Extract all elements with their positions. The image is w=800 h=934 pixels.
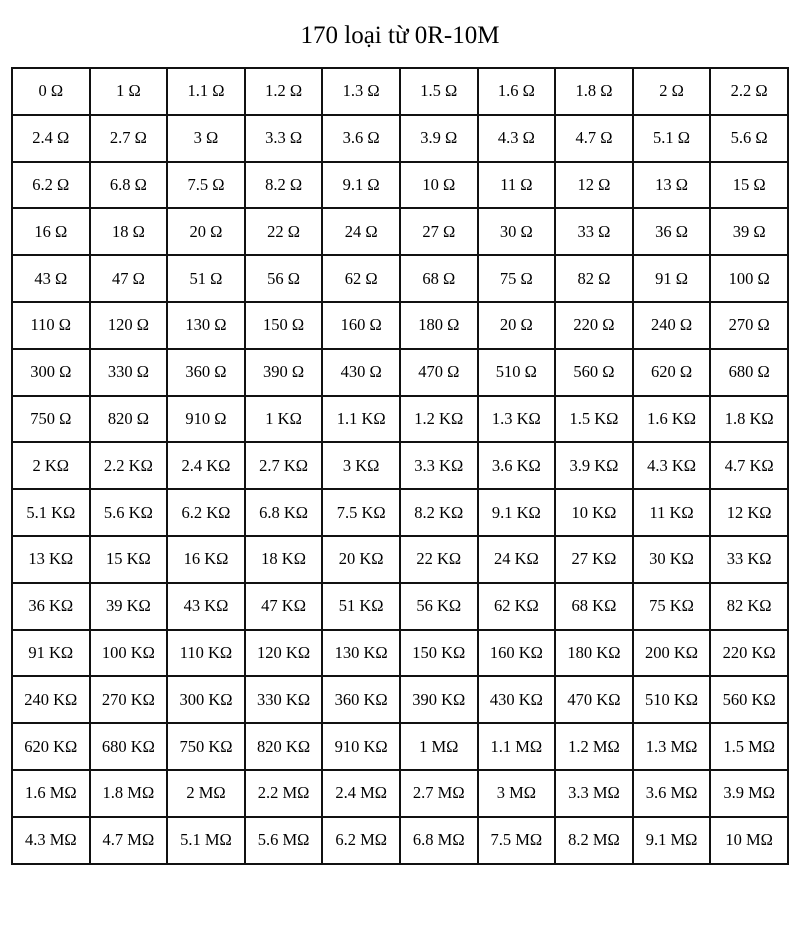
resistor-value-cell: 6.2 MΩ (322, 817, 400, 864)
table-row (12, 162, 788, 209)
resistor-value-cell: 150 KΩ (400, 630, 478, 677)
resistor-value-cell: 1.8 KΩ (710, 396, 788, 443)
resistor-value-cell: 8.2 Ω (245, 162, 323, 209)
resistor-value-cell: 5.1 KΩ (12, 489, 90, 536)
resistor-value-cell: 36 Ω (633, 208, 711, 255)
page-title: 170 loại từ 0R-10M (300, 22, 500, 49)
resistor-value-cell: 6.8 KΩ (245, 489, 323, 536)
resistor-value-cell: 13 Ω (633, 162, 711, 209)
resistor-value-cell: 1.1 KΩ (322, 396, 400, 443)
resistor-value-cell: 9.1 MΩ (633, 817, 711, 864)
resistor-value-cell: 0 Ω (12, 68, 90, 115)
table-row (12, 536, 788, 583)
resistor-value-cell: 3.9 Ω (400, 115, 478, 162)
resistor-value-cell: 51 KΩ (322, 583, 400, 630)
resistor-value-cell: 3.6 MΩ (633, 770, 711, 817)
resistor-value-cell: 240 KΩ (12, 676, 90, 723)
resistor-value-cell: 10 KΩ (555, 489, 633, 536)
resistor-value-cell: 110 KΩ (167, 630, 245, 677)
resistor-value-cell: 6.8 MΩ (400, 817, 478, 864)
table-row (12, 442, 788, 489)
resistor-value-cell: 1.5 Ω (400, 68, 478, 115)
resistor-value-cell: 3.9 MΩ (710, 770, 788, 817)
resistor-value-cell: 2.2 KΩ (90, 442, 168, 489)
resistor-value-cell: 2.2 Ω (710, 68, 788, 115)
resistor-value-cell: 180 Ω (400, 302, 478, 349)
table-row (12, 723, 788, 770)
resistor-value-cell: 2 Ω (633, 68, 711, 115)
resistor-value-cell: 91 KΩ (12, 630, 90, 677)
resistor-value-cell: 5.1 Ω (633, 115, 711, 162)
resistor-value-cell: 4.7 MΩ (90, 817, 168, 864)
resistor-value-cell: 12 Ω (555, 162, 633, 209)
resistor-value-cell: 3.9 KΩ (555, 442, 633, 489)
resistor-value-cell: 39 Ω (710, 208, 788, 255)
resistor-value-cell: 1.3 Ω (322, 68, 400, 115)
resistor-value-cell: 360 KΩ (322, 676, 400, 723)
table-row (12, 349, 788, 396)
resistor-value-cell: 3 Ω (167, 115, 245, 162)
resistor-value-cell: 680 KΩ (90, 723, 168, 770)
resistor-value-cell: 110 Ω (12, 302, 90, 349)
table-row (12, 115, 788, 162)
resistor-value-cell: 2 KΩ (12, 442, 90, 489)
resistor-value-cell: 4.3 Ω (478, 115, 556, 162)
resistor-value-cell: 820 Ω (90, 396, 168, 443)
resistor-value-cell: 10 Ω (400, 162, 478, 209)
resistor-value-cell: 510 Ω (478, 349, 556, 396)
resistor-value-cell: 43 KΩ (167, 583, 245, 630)
resistor-value-cell: 100 Ω (710, 255, 788, 302)
table-row (12, 583, 788, 630)
resistor-value-cell: 18 KΩ (245, 536, 323, 583)
resistor-value-cell: 5.6 MΩ (245, 817, 323, 864)
resistor-value-cell: 6.2 Ω (12, 162, 90, 209)
resistor-value-cell: 68 Ω (400, 255, 478, 302)
resistor-value-cell: 10 MΩ (710, 817, 788, 864)
resistor-value-cell: 270 Ω (710, 302, 788, 349)
resistor-value-cell: 1.5 KΩ (555, 396, 633, 443)
resistor-value-cell: 15 KΩ (90, 536, 168, 583)
resistor-value-cell: 15 Ω (710, 162, 788, 209)
resistor-value-cell: 1.5 MΩ (710, 723, 788, 770)
resistor-value-cell: 51 Ω (167, 255, 245, 302)
resistor-value-cell: 3.6 Ω (322, 115, 400, 162)
resistor-value-cell: 1.8 MΩ (90, 770, 168, 817)
resistor-value-cell: 4.7 KΩ (710, 442, 788, 489)
resistor-value-cell: 30 Ω (478, 208, 556, 255)
resistor-value-cell: 3.3 KΩ (400, 442, 478, 489)
resistor-value-cell: 82 Ω (555, 255, 633, 302)
resistor-value-cell: 1.3 KΩ (478, 396, 556, 443)
resistor-value-cell: 3.3 MΩ (555, 770, 633, 817)
resistor-value-cell: 75 KΩ (633, 583, 711, 630)
table-row (12, 68, 788, 115)
table-row (12, 255, 788, 302)
resistor-value-cell: 1.1 MΩ (478, 723, 556, 770)
resistor-value-cell: 470 Ω (400, 349, 478, 396)
table-row (12, 208, 788, 255)
resistor-value-cell: 20 KΩ (322, 536, 400, 583)
resistor-value-cell: 240 Ω (633, 302, 711, 349)
resistor-value-cell: 200 KΩ (633, 630, 711, 677)
resistor-value-cell: 750 Ω (12, 396, 90, 443)
resistor-value-cell: 27 KΩ (555, 536, 633, 583)
resistor-value-cell: 62 Ω (322, 255, 400, 302)
resistor-value-cell: 130 Ω (167, 302, 245, 349)
resistor-value-cell: 47 KΩ (245, 583, 323, 630)
resistor-value-cell: 120 Ω (90, 302, 168, 349)
resistor-value-cell: 24 KΩ (478, 536, 556, 583)
resistor-value-cell: 1 Ω (90, 68, 168, 115)
resistor-value-cell: 910 KΩ (322, 723, 400, 770)
resistor-value-cell: 11 Ω (478, 162, 556, 209)
resistor-value-cell: 68 KΩ (555, 583, 633, 630)
resistor-value-cell: 16 Ω (12, 208, 90, 255)
resistor-value-cell: 430 KΩ (478, 676, 556, 723)
resistor-value-cell: 9.1 KΩ (478, 489, 556, 536)
resistor-value-cell: 510 KΩ (633, 676, 711, 723)
resistor-value-cell: 7.5 MΩ (478, 817, 556, 864)
resistor-value-cell: 1.3 MΩ (633, 723, 711, 770)
table-row (12, 396, 788, 443)
resistor-value-cell: 30 KΩ (633, 536, 711, 583)
resistor-value-cell: 5.6 Ω (710, 115, 788, 162)
table-row (12, 817, 788, 864)
resistor-value-cell: 1.6 KΩ (633, 396, 711, 443)
resistor-value-cell: 160 KΩ (478, 630, 556, 677)
resistor-value-cell: 1.6 MΩ (12, 770, 90, 817)
resistor-value-cell: 75 Ω (478, 255, 556, 302)
resistor-value-cell: 4.3 KΩ (633, 442, 711, 489)
resistor-value-cell: 3.6 KΩ (478, 442, 556, 489)
resistor-value-cell: 4.7 Ω (555, 115, 633, 162)
resistor-value-cell: 3 MΩ (478, 770, 556, 817)
resistor-value-cell: 43 Ω (12, 255, 90, 302)
resistor-value-cell: 36 KΩ (12, 583, 90, 630)
resistor-value-cell: 750 KΩ (167, 723, 245, 770)
resistor-value-cell: 27 Ω (400, 208, 478, 255)
resistor-value-cell: 180 KΩ (555, 630, 633, 677)
resistor-value-cell: 5.1 MΩ (167, 817, 245, 864)
resistor-value-cell: 1 MΩ (400, 723, 478, 770)
resistor-value-cell: 2.2 MΩ (245, 770, 323, 817)
resistor-value-cell: 2.4 KΩ (167, 442, 245, 489)
resistor-value-cell: 360 Ω (167, 349, 245, 396)
resistor-value-cell: 220 KΩ (710, 630, 788, 677)
resistor-value-cell: 330 KΩ (245, 676, 323, 723)
resistor-value-cell: 33 Ω (555, 208, 633, 255)
resistor-value-cell: 47 Ω (90, 255, 168, 302)
resistor-value-cell: 2.7 Ω (90, 115, 168, 162)
resistor-value-cell: 680 Ω (710, 349, 788, 396)
resistor-value-cell: 560 Ω (555, 349, 633, 396)
resistor-value-cell: 5.6 KΩ (90, 489, 168, 536)
resistor-value-cell: 7.5 Ω (167, 162, 245, 209)
resistor-value-cell: 1.2 MΩ (555, 723, 633, 770)
table-row (12, 770, 788, 817)
resistor-value-cell: 120 KΩ (245, 630, 323, 677)
resistor-value-cell: 16 KΩ (167, 536, 245, 583)
resistor-value-cell: 18 Ω (90, 208, 168, 255)
resistor-value-cell: 100 KΩ (90, 630, 168, 677)
resistor-value-cell: 13 KΩ (12, 536, 90, 583)
resistor-value-cell: 8.2 MΩ (555, 817, 633, 864)
resistor-value-cell: 39 KΩ (90, 583, 168, 630)
resistor-value-cell: 24 Ω (322, 208, 400, 255)
resistor-value-cell: 620 Ω (633, 349, 711, 396)
resistor-value-cell: 20 Ω (167, 208, 245, 255)
resistor-value-cell: 1 KΩ (245, 396, 323, 443)
resistor-value-cell: 2 MΩ (167, 770, 245, 817)
table-body (12, 68, 788, 864)
resistor-value-cell: 820 KΩ (245, 723, 323, 770)
resistor-value-cell: 300 KΩ (167, 676, 245, 723)
resistor-value-cell: 390 Ω (245, 349, 323, 396)
resistor-value-cell: 9.1 Ω (322, 162, 400, 209)
resistor-value-cell: 130 KΩ (322, 630, 400, 677)
table-row (12, 489, 788, 536)
resistor-value-cell: 3.3 Ω (245, 115, 323, 162)
resistor-value-cell: 2.4 Ω (12, 115, 90, 162)
resistor-value-cell: 270 KΩ (90, 676, 168, 723)
resistor-value-cell: 56 KΩ (400, 583, 478, 630)
resistor-value-cell: 22 Ω (245, 208, 323, 255)
table-row (12, 302, 788, 349)
resistor-value-cell: 3 KΩ (322, 442, 400, 489)
resistor-value-cell: 4.3 MΩ (12, 817, 90, 864)
resistor-value-cell: 11 KΩ (633, 489, 711, 536)
resistor-value-cell: 150 Ω (245, 302, 323, 349)
resistor-value-cell: 6.2 KΩ (167, 489, 245, 536)
resistor-value-cell: 1.2 KΩ (400, 396, 478, 443)
resistor-value-cell: 82 KΩ (710, 583, 788, 630)
resistor-value-cell: 2.7 MΩ (400, 770, 478, 817)
resistor-value-cell: 330 Ω (90, 349, 168, 396)
resistor-value-cell: 160 Ω (322, 302, 400, 349)
resistor-value-cell: 2.4 MΩ (322, 770, 400, 817)
resistor-value-cell: 6.8 Ω (90, 162, 168, 209)
resistor-value-cell: 2.7 KΩ (245, 442, 323, 489)
resistor-value-table (11, 67, 789, 865)
resistor-value-cell: 430 Ω (322, 349, 400, 396)
resistor-value-cell: 220 Ω (555, 302, 633, 349)
resistor-value-cell: 910 Ω (167, 396, 245, 443)
resistor-value-cell: 20 Ω (478, 302, 556, 349)
resistor-value-cell: 22 KΩ (400, 536, 478, 583)
table-row (12, 630, 788, 677)
resistor-value-cell: 56 Ω (245, 255, 323, 302)
resistor-value-cell: 62 KΩ (478, 583, 556, 630)
resistor-value-cell: 1.2 Ω (245, 68, 323, 115)
resistor-value-cell: 8.2 KΩ (400, 489, 478, 536)
resistor-value-cell: 1.6 Ω (478, 68, 556, 115)
resistor-value-cell: 91 Ω (633, 255, 711, 302)
resistor-value-cell: 300 Ω (12, 349, 90, 396)
table-row (12, 676, 788, 723)
resistor-value-cell: 390 KΩ (400, 676, 478, 723)
resistor-value-cell: 12 KΩ (710, 489, 788, 536)
resistor-value-cell: 33 KΩ (710, 536, 788, 583)
resistor-value-cell: 560 KΩ (710, 676, 788, 723)
resistor-value-cell: 470 KΩ (555, 676, 633, 723)
resistor-value-cell: 1.1 Ω (167, 68, 245, 115)
resistor-value-cell: 620 KΩ (12, 723, 90, 770)
resistor-value-cell: 7.5 KΩ (322, 489, 400, 536)
resistor-value-cell: 1.8 Ω (555, 68, 633, 115)
